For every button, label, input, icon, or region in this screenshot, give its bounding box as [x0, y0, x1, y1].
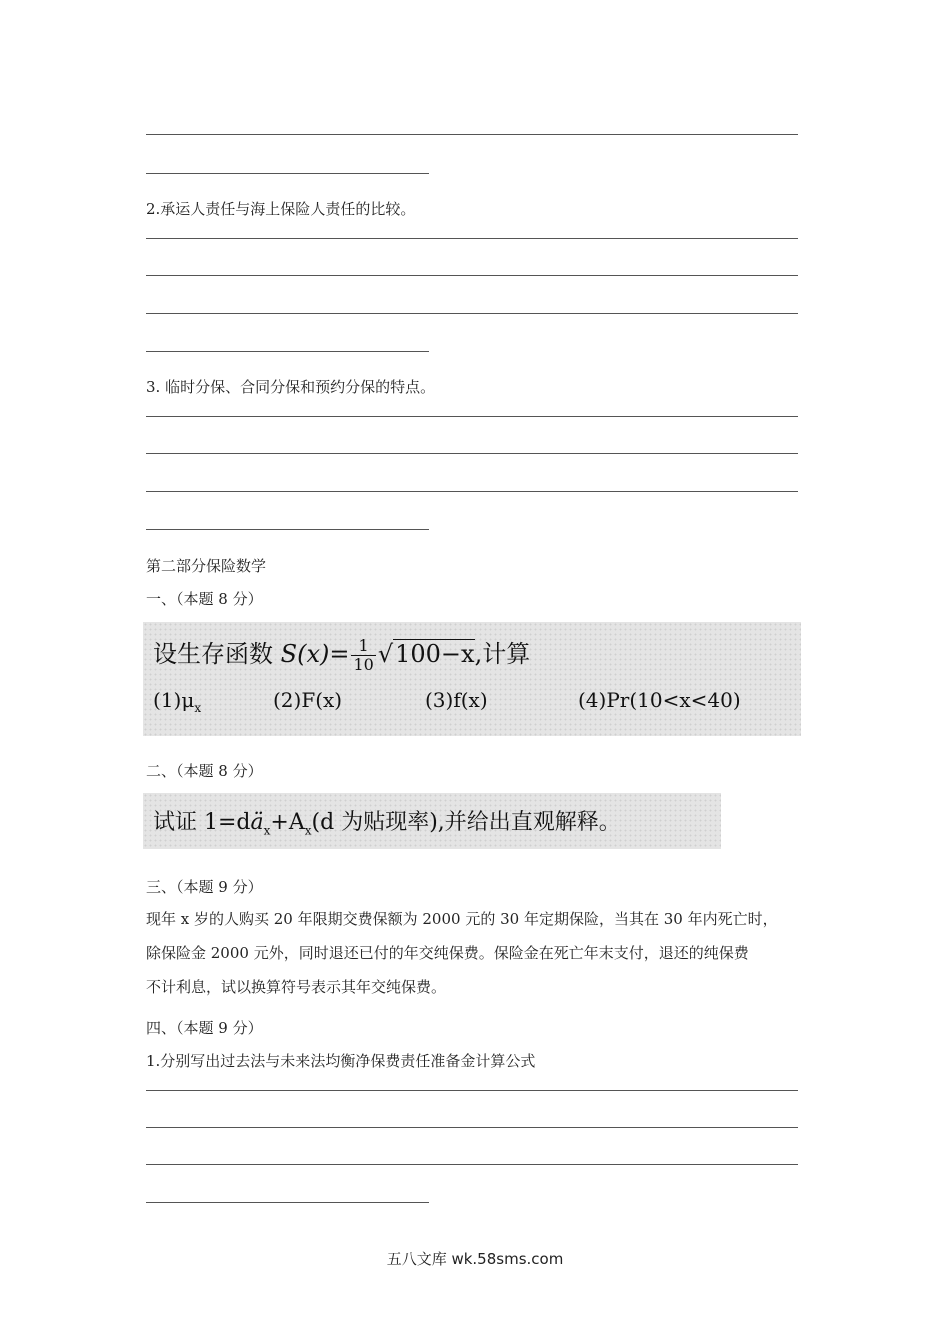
answer-line — [146, 275, 798, 276]
answer-line — [146, 238, 798, 239]
answer-line — [146, 1164, 798, 1165]
formula-1-fraction — [351, 637, 375, 674]
answer-line — [146, 416, 798, 417]
part-2-heading: 第二部分保险数学 — [146, 557, 267, 575]
formula-2-tail: (d 为贴现率),并给出直观解释。 — [311, 810, 621, 835]
question-2-title: 2.承运人责任与海上保险人责任的比较。 — [146, 200, 416, 218]
answer-line — [146, 491, 798, 492]
answer-line — [146, 1127, 798, 1128]
formula-2-annuity: ä — [250, 810, 264, 835]
formula-1-item-3: (3)f(x) — [425, 688, 488, 712]
paragraph-line: 不计利息，试以换算符号表示其年交纯保费。 — [146, 978, 447, 996]
question-3-title: 3. 临时分保、合同分保和预约分保的特点。 — [146, 378, 436, 396]
formula-2-lead: 试证 1=d — [153, 810, 251, 835]
answer-line — [146, 453, 798, 454]
paragraph-line: 现年 x 岁的人购买 20 年限期交费保额为 2000 元的 30 年定期保险，当其在 30 年内死亡时， — [146, 910, 778, 928]
formula-2-sub-2: x — [304, 823, 312, 838]
formula-image-1 — [143, 622, 801, 736]
answer-line — [146, 1090, 798, 1091]
fraction-denominator: 10 — [353, 655, 374, 674]
answer-line — [146, 1202, 429, 1203]
answer-line — [146, 313, 798, 314]
section-4-heading: 四、（本题 9 分） — [146, 1019, 263, 1037]
formula-1-s: S(x)= — [280, 640, 350, 668]
section-3-paragraph — [146, 902, 811, 1004]
paragraph-line: 除保险金 2000 元外，同时退还已付的年交纯保费。保险金在死亡年末支付，退还的纯保费 — [146, 944, 749, 962]
formula-1-lead: 设生存函数 — [153, 640, 281, 668]
answer-line — [146, 173, 429, 174]
footer-watermark: 五八文库 wk.58sms.com — [386, 1250, 564, 1268]
formula-1-item-2: (2)F(x) — [273, 688, 343, 712]
sqrt-sign: √ — [377, 640, 394, 668]
section-1-heading: 一、（本题 8 分） — [146, 590, 263, 608]
section-3-heading: 三、（本题 9 分） — [146, 878, 263, 896]
fraction-numerator: 1 — [351, 637, 375, 656]
formula-1-radicand: 100−x — [395, 640, 475, 668]
section-2-heading: 二、（本题 8 分） — [146, 762, 263, 780]
answer-line — [146, 134, 798, 135]
formula-1-item-4: (4)Pr(10<x<40) — [578, 688, 741, 712]
formula-2-sub-1: x — [263, 823, 271, 838]
formula-1-item-1-sub: x — [194, 701, 202, 715]
formula-1-item-1: (1)μ — [153, 688, 195, 712]
formula-1-tail: ,计算 — [474, 640, 531, 668]
section-4-question-1: 1.分别写出过去法与未来法均衡净保费责任准备金计算公式 — [146, 1052, 536, 1070]
answer-line — [146, 351, 429, 352]
formula-image-2 — [143, 793, 721, 849]
formula-2-plus: +A — [270, 810, 305, 835]
answer-line — [146, 529, 429, 530]
